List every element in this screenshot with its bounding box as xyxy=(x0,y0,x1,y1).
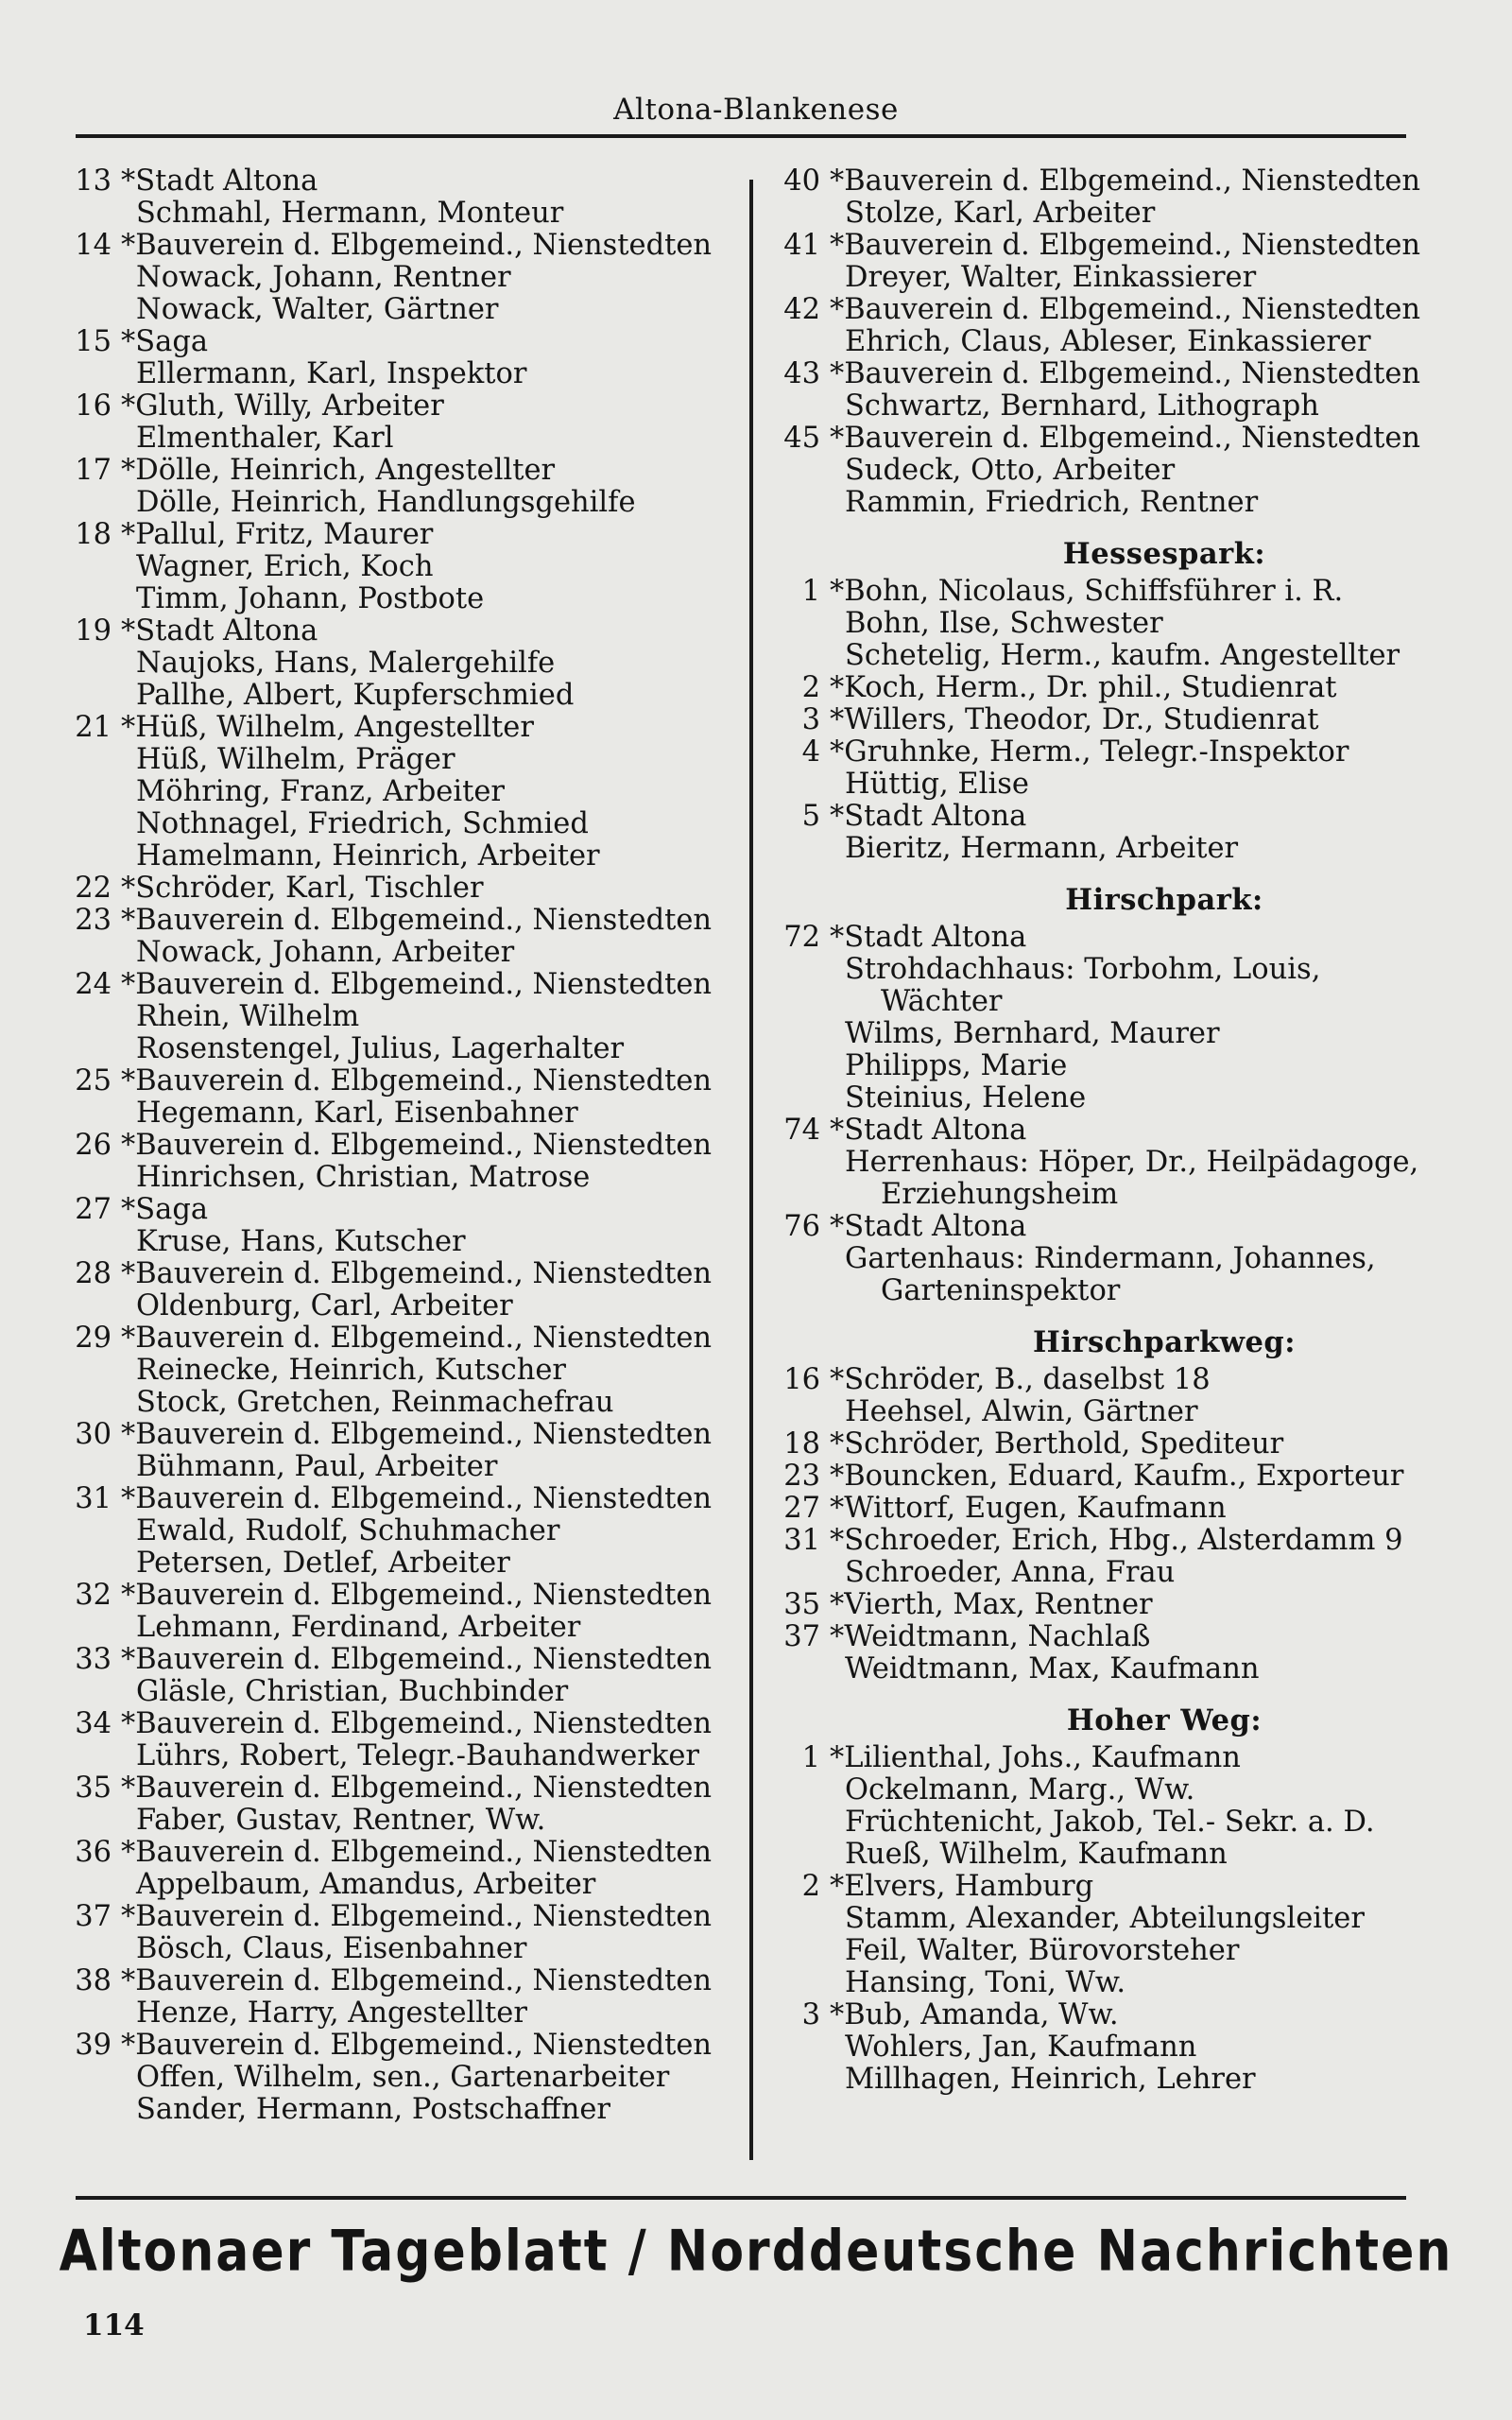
resident-line: Appelbaum, Amandus, Arbeiter xyxy=(136,1868,596,1901)
owner-line: *Bauverein d. Elbgemeind., Nienstedten xyxy=(121,1772,713,1805)
resident-line: Millhagen, Heinrich, Lehrer xyxy=(845,2063,1256,2096)
owner-line: *Bauverein d. Elbgemeind., Nienstedten xyxy=(830,229,1421,262)
house-number: 3 xyxy=(801,703,820,736)
address-entry xyxy=(62,455,743,519)
house-number: 22 xyxy=(75,872,112,905)
house-number: 2 xyxy=(801,1870,820,1903)
house-number: 16 xyxy=(75,389,112,423)
address-entry xyxy=(62,905,743,969)
house-number: 21 xyxy=(75,711,112,744)
owner-line: *Gluth, Willy, Arbeiter xyxy=(121,389,444,423)
address-entry xyxy=(767,230,1504,294)
address-entry xyxy=(62,519,743,615)
address-entry xyxy=(62,615,743,712)
resident-line: Elmenthaler, Karl xyxy=(136,422,394,455)
owner-line: *Elvers, Hamburg xyxy=(830,1870,1094,1903)
house-number: 23 xyxy=(783,1460,820,1493)
address-entry xyxy=(767,423,1504,519)
address-entry xyxy=(767,358,1504,423)
address-entry xyxy=(62,1483,743,1580)
address-entry xyxy=(767,1364,1504,1428)
resident-line: Wächter xyxy=(881,985,1003,1018)
resident-line: Faber, Gustav, Rentner, Ww. xyxy=(136,1804,546,1837)
owner-line: *Saga xyxy=(121,1193,209,1226)
resident-line: Bühmann, Paul, Arbeiter xyxy=(136,1450,498,1483)
house-number: 24 xyxy=(75,968,112,1001)
owner-line: *Bauverein d. Elbgemeind., Nienstedten xyxy=(121,229,713,262)
house-number: 72 xyxy=(783,921,820,954)
address-entry xyxy=(767,1621,1504,1685)
resident-line: Ockelmann, Marg., Ww. xyxy=(845,1773,1195,1806)
owner-line: *Bauverein d. Elbgemeind., Nienstedten xyxy=(121,2029,713,2062)
resident-line: Möhring, Franz, Arbeiter xyxy=(136,775,505,808)
resident-line: Rammin, Friedrich, Rentner xyxy=(845,486,1259,519)
address-entry xyxy=(62,326,743,390)
newspaper-banner: Altonaer Tageblatt / Norddeutsche Nachrichten xyxy=(59,2219,1453,2285)
resident-line: Nowack, Walter, Gärtner xyxy=(136,293,499,326)
house-number: 3 xyxy=(801,1998,820,2031)
resident-line: Kruse, Hans, Kutscher xyxy=(136,1225,466,1258)
house-number: 19 xyxy=(75,614,112,648)
address-entry xyxy=(62,1065,743,1130)
resident-line: Bösch, Claus, Eisenbahner xyxy=(136,1932,527,1965)
resident-line: Steinius, Helene xyxy=(845,1081,1087,1115)
address-entry xyxy=(767,1999,1504,2096)
resident-line: Philipps, Marie xyxy=(845,1049,1068,1082)
address-entry xyxy=(62,1644,743,1708)
owner-line: *Stadt Altona xyxy=(830,800,1027,833)
resident-line: Petersen, Detlef, Arbeiter xyxy=(136,1547,510,1580)
resident-line: Sudeck, Otto, Arbeiter xyxy=(845,454,1176,487)
owner-line: *Bauverein d. Elbgemeind., Nienstedten xyxy=(121,1643,713,1676)
owner-line: *Willers, Theodor, Dr., Studienrat xyxy=(830,703,1319,736)
address-entry xyxy=(767,1461,1504,1493)
owner-line: *Bauverein d. Elbgemeind., Nienstedten xyxy=(121,1482,713,1515)
address-entry xyxy=(62,390,743,455)
house-number: 35 xyxy=(75,1772,112,1805)
resident-line: Garteninspektor xyxy=(881,1274,1121,1307)
resident-line: Herrenhaus: Höper, Dr., Heilpädagoge, xyxy=(845,1146,1419,1179)
resident-line: Nothnagel, Friedrich, Schmied xyxy=(136,807,589,840)
owner-line: *Bauverein d. Elbgemeind., Nienstedten xyxy=(121,1322,713,1355)
resident-line: Gartenhaus: Rindermann, Johannes, xyxy=(845,1242,1376,1275)
street-heading: Hirschparkweg: xyxy=(1033,1325,1296,1359)
house-number: 37 xyxy=(783,1620,820,1653)
house-number: 27 xyxy=(75,1193,112,1226)
resident-line: Schroeder, Anna, Frau xyxy=(845,1556,1176,1589)
owner-line: *Stadt Altona xyxy=(830,1114,1027,1147)
house-number: 32 xyxy=(75,1579,112,1612)
header-rule xyxy=(76,134,1406,138)
owner-line: *Dölle, Heinrich, Angestellter xyxy=(121,454,556,487)
address-entry xyxy=(62,2030,743,2126)
owner-line: *Bauverein d. Elbgemeind., Nienstedten xyxy=(830,164,1421,198)
resident-line: Dreyer, Walter, Einkassierer xyxy=(845,261,1257,294)
house-number: 74 xyxy=(783,1114,820,1147)
resident-line: Pallhe, Albert, Kupferschmied xyxy=(136,679,575,712)
resident-line: Timm, Johann, Postbote xyxy=(136,582,485,615)
house-number: 33 xyxy=(75,1643,112,1676)
page-number: 114 xyxy=(83,2308,145,2342)
house-number: 16 xyxy=(783,1363,820,1396)
address-entry xyxy=(767,576,1504,672)
address-entry xyxy=(767,1493,1504,1525)
house-number: 26 xyxy=(75,1129,112,1162)
house-number: 39 xyxy=(75,2029,112,2062)
resident-line: Strohdachhaus: Torbohm, Louis, xyxy=(845,953,1321,986)
house-number: 40 xyxy=(783,164,820,198)
resident-line: Rhein, Wilhelm xyxy=(136,1000,360,1033)
house-number: 1 xyxy=(801,1741,820,1774)
resident-line: Rosenstengel, Julius, Lagerhalter xyxy=(136,1032,625,1065)
address-entry xyxy=(62,1965,743,2030)
address-entry xyxy=(62,1322,743,1419)
resident-line: Nowack, Johann, Rentner xyxy=(136,261,511,294)
house-number: 14 xyxy=(75,229,112,262)
house-number: 23 xyxy=(75,904,112,937)
house-number: 15 xyxy=(75,325,112,358)
house-number: 38 xyxy=(75,1964,112,1997)
resident-line: Nowack, Johann, Arbeiter xyxy=(136,936,515,969)
owner-line: *Stadt Altona xyxy=(830,921,1027,954)
owner-line: *Gruhnke, Herm., Telegr.-Inspektor xyxy=(830,735,1349,769)
resident-line: Lührs, Robert, Telegr.-Bauhandwerker xyxy=(136,1739,699,1772)
address-entry xyxy=(767,1115,1504,1211)
owner-line: *Pallul, Fritz, Maurer xyxy=(121,518,434,551)
resident-line: Oldenburg, Carl, Arbeiter xyxy=(136,1289,513,1322)
owner-line: *Stadt Altona xyxy=(830,1210,1027,1243)
street-heading: Hessespark: xyxy=(1062,537,1266,571)
resident-line: Ewald, Rudolf, Schuhmacher xyxy=(136,1514,560,1547)
owner-line: *Stadt Altona xyxy=(121,614,318,648)
address-entry xyxy=(767,1742,1504,1871)
street-heading: Hoher Weg: xyxy=(1066,1703,1263,1737)
column-divider xyxy=(749,180,753,2160)
house-number: 34 xyxy=(75,1707,112,1740)
right-column xyxy=(767,165,1504,2096)
house-number: 35 xyxy=(783,1588,820,1621)
resident-line: Gläsle, Christian, Buchbinder xyxy=(136,1675,569,1708)
owner-line: *Bauverein d. Elbgemeind., Nienstedten xyxy=(121,1579,713,1612)
resident-line: Hinrichsen, Christian, Matrose xyxy=(136,1161,591,1194)
address-entry xyxy=(62,1130,743,1194)
resident-line: Stamm, Alexander, Abteilungsleiter xyxy=(845,1902,1365,1935)
resident-line: Naujoks, Hans, Malergehilfe xyxy=(136,647,556,680)
owner-line: *Bauverein d. Elbgemeind., Nienstedten xyxy=(121,1129,713,1162)
owner-line: *Lilienthal, Johs., Kaufmann xyxy=(830,1741,1241,1774)
resident-line: Feil, Walter, Bürovorsteher xyxy=(845,1934,1240,1967)
owner-line: *Hüß, Wilhelm, Angestellter xyxy=(121,711,534,744)
owner-line: *Wittorf, Eugen, Kaufmann xyxy=(830,1492,1227,1525)
owner-line: *Bauverein d. Elbgemeind., Nienstedten xyxy=(830,293,1421,326)
owner-line: *Stadt Altona xyxy=(121,164,318,198)
house-number: 1 xyxy=(801,575,820,608)
address-entry xyxy=(62,1708,743,1772)
owner-line: *Bub, Amanda, Ww. xyxy=(830,1998,1119,2031)
house-number: 18 xyxy=(75,518,112,551)
owner-line: *Bauverein d. Elbgemeind., Nienstedten xyxy=(121,1418,713,1451)
house-number: 30 xyxy=(75,1418,112,1451)
resident-line: Reinecke, Heinrich, Kutscher xyxy=(136,1354,566,1387)
resident-line: Henze, Harry, Angestellter xyxy=(136,1996,527,2030)
owner-line: *Bauverein d. Elbgemeind., Nienstedten xyxy=(830,422,1421,455)
owner-line: *Bauverein d. Elbgemeind., Nienstedten xyxy=(121,968,713,1001)
address-entry xyxy=(767,1428,1504,1461)
owner-line: *Bauverein d. Elbgemeind., Nienstedten xyxy=(121,1064,713,1098)
house-number: 18 xyxy=(783,1427,820,1461)
house-number: 31 xyxy=(783,1524,820,1557)
address-entry xyxy=(62,712,743,873)
resident-line: Offen, Wilhelm, sen., Gartenarbeiter xyxy=(136,2061,670,2094)
address-entry xyxy=(767,1871,1504,1999)
owner-line: *Bauverein d. Elbgemeind., Nienstedten xyxy=(121,1257,713,1290)
resident-line: Hamelmann, Heinrich, Arbeiter xyxy=(136,839,600,873)
house-number: 41 xyxy=(783,229,820,262)
address-entry xyxy=(767,704,1504,736)
owner-line: *Bauverein d. Elbgemeind., Nienstedten xyxy=(121,1707,713,1740)
owner-line: *Koch, Herm., Dr. phil., Studienrat xyxy=(830,671,1337,704)
owner-line: *Schroeder, Erich, Hbg., Alsterdamm 9 xyxy=(830,1524,1403,1557)
resident-line: Heehsel, Alwin, Gärtner xyxy=(845,1395,1198,1428)
owner-line: *Saga xyxy=(121,325,209,358)
house-number: 37 xyxy=(75,1900,112,1933)
owner-line: *Weidtmann, Nachlaß xyxy=(830,1620,1151,1653)
resident-line: Wilms, Bernhard, Maurer xyxy=(845,1017,1220,1050)
resident-line: Hüß, Wilhelm, Präger xyxy=(136,743,455,776)
resident-line: Bieritz, Hermann, Arbeiter xyxy=(845,832,1239,865)
address-entry xyxy=(62,165,743,230)
owner-line: *Bauverein d. Elbgemeind., Nienstedten xyxy=(121,1964,713,1997)
address-entry xyxy=(62,1901,743,1965)
house-number: 13 xyxy=(75,164,112,198)
house-number: 36 xyxy=(75,1836,112,1869)
address-entry xyxy=(62,1580,743,1644)
house-number: 2 xyxy=(801,671,820,704)
address-entry xyxy=(62,1772,743,1837)
resident-line: Stock, Gretchen, Reinmachefrau xyxy=(136,1386,614,1419)
address-entry xyxy=(62,1258,743,1322)
house-number: 29 xyxy=(75,1322,112,1355)
address-entry xyxy=(767,672,1504,704)
address-entry xyxy=(767,801,1504,865)
resident-line: Schmahl, Hermann, Monteur xyxy=(136,197,564,230)
house-number: 17 xyxy=(75,454,112,487)
address-entry xyxy=(62,1419,743,1483)
owner-line: *Vierth, Max, Rentner xyxy=(830,1588,1153,1621)
resident-line: Wohlers, Jan, Kaufmann xyxy=(845,2031,1197,2064)
resident-line: Weidtmann, Max, Kaufmann xyxy=(845,1652,1260,1685)
address-entry xyxy=(62,1194,743,1258)
address-entry xyxy=(767,294,1504,358)
house-number: 28 xyxy=(75,1257,112,1290)
resident-line: Früchtenicht, Jakob, Tel.- Sekr. a. D. xyxy=(845,1806,1375,1839)
address-entry xyxy=(62,230,743,326)
resident-line: Schwartz, Bernhard, Lithograph xyxy=(845,389,1319,423)
resident-line: Stolze, Karl, Arbeiter xyxy=(845,197,1156,230)
owner-line: *Schröder, Karl, Tischler xyxy=(121,872,484,905)
owner-line: *Bouncken, Eduard, Kaufm., Exporteur xyxy=(830,1460,1404,1493)
address-entry xyxy=(767,1211,1504,1307)
address-entry xyxy=(767,165,1504,230)
address-entry xyxy=(62,1837,743,1901)
left-column xyxy=(62,165,743,2126)
owner-line: *Bohn, Nicolaus, Schiffsführer i. R. xyxy=(830,575,1344,608)
resident-line: Lehmann, Ferdinand, Arbeiter xyxy=(136,1611,581,1644)
owner-line: *Bauverein d. Elbgemeind., Nienstedten xyxy=(121,904,713,937)
resident-line: Dölle, Heinrich, Handlungsgehilfe xyxy=(136,486,636,519)
resident-line: Bohn, Ilse, Schwester xyxy=(845,607,1163,640)
address-entry xyxy=(767,922,1504,1115)
resident-line: Rueß, Wilhelm, Kaufmann xyxy=(845,1838,1228,1871)
resident-line: Wagner, Erich, Koch xyxy=(136,550,434,583)
address-entry xyxy=(767,736,1504,801)
resident-line: Hansing, Toni, Ww. xyxy=(845,1966,1126,1999)
owner-line: *Bauverein d. Elbgemeind., Nienstedten xyxy=(121,1836,713,1869)
resident-line: Ehrich, Claus, Ableser, Einkassierer xyxy=(845,325,1371,358)
address-entry xyxy=(62,969,743,1065)
house-number: 25 xyxy=(75,1064,112,1098)
owner-line: *Schröder, B., daselbst 18 xyxy=(830,1363,1211,1396)
house-number: 5 xyxy=(801,800,820,833)
address-entry xyxy=(767,1589,1504,1621)
owner-line: *Schröder, Berthold, Spediteur xyxy=(830,1427,1284,1461)
resident-line: Erziehungsheim xyxy=(881,1178,1119,1211)
resident-line: Ellermann, Karl, Inspektor xyxy=(136,357,527,390)
page-title: Altona-Blankenese xyxy=(613,93,899,127)
house-number: 31 xyxy=(75,1482,112,1515)
owner-line: *Bauverein d. Elbgemeind., Nienstedten xyxy=(830,357,1421,390)
owner-line: *Bauverein d. Elbgemeind., Nienstedten xyxy=(121,1900,713,1933)
house-number: 76 xyxy=(783,1210,820,1243)
house-number: 43 xyxy=(783,357,820,390)
house-number: 45 xyxy=(783,422,820,455)
resident-line: Sander, Hermann, Postschaffner xyxy=(136,2093,610,2126)
resident-line: Schetelig, Herm., kaufm. Angestellter xyxy=(845,639,1400,672)
address-entry xyxy=(767,1525,1504,1589)
house-number: 42 xyxy=(783,293,820,326)
house-number: 27 xyxy=(783,1492,820,1525)
resident-line: Hegemann, Karl, Eisenbahner xyxy=(136,1097,578,1130)
address-entry xyxy=(62,873,743,905)
footer-rule xyxy=(76,2196,1406,2200)
street-heading: Hirschpark: xyxy=(1065,883,1263,917)
house-number: 4 xyxy=(801,735,820,769)
resident-line: Hüttig, Elise xyxy=(845,768,1029,801)
